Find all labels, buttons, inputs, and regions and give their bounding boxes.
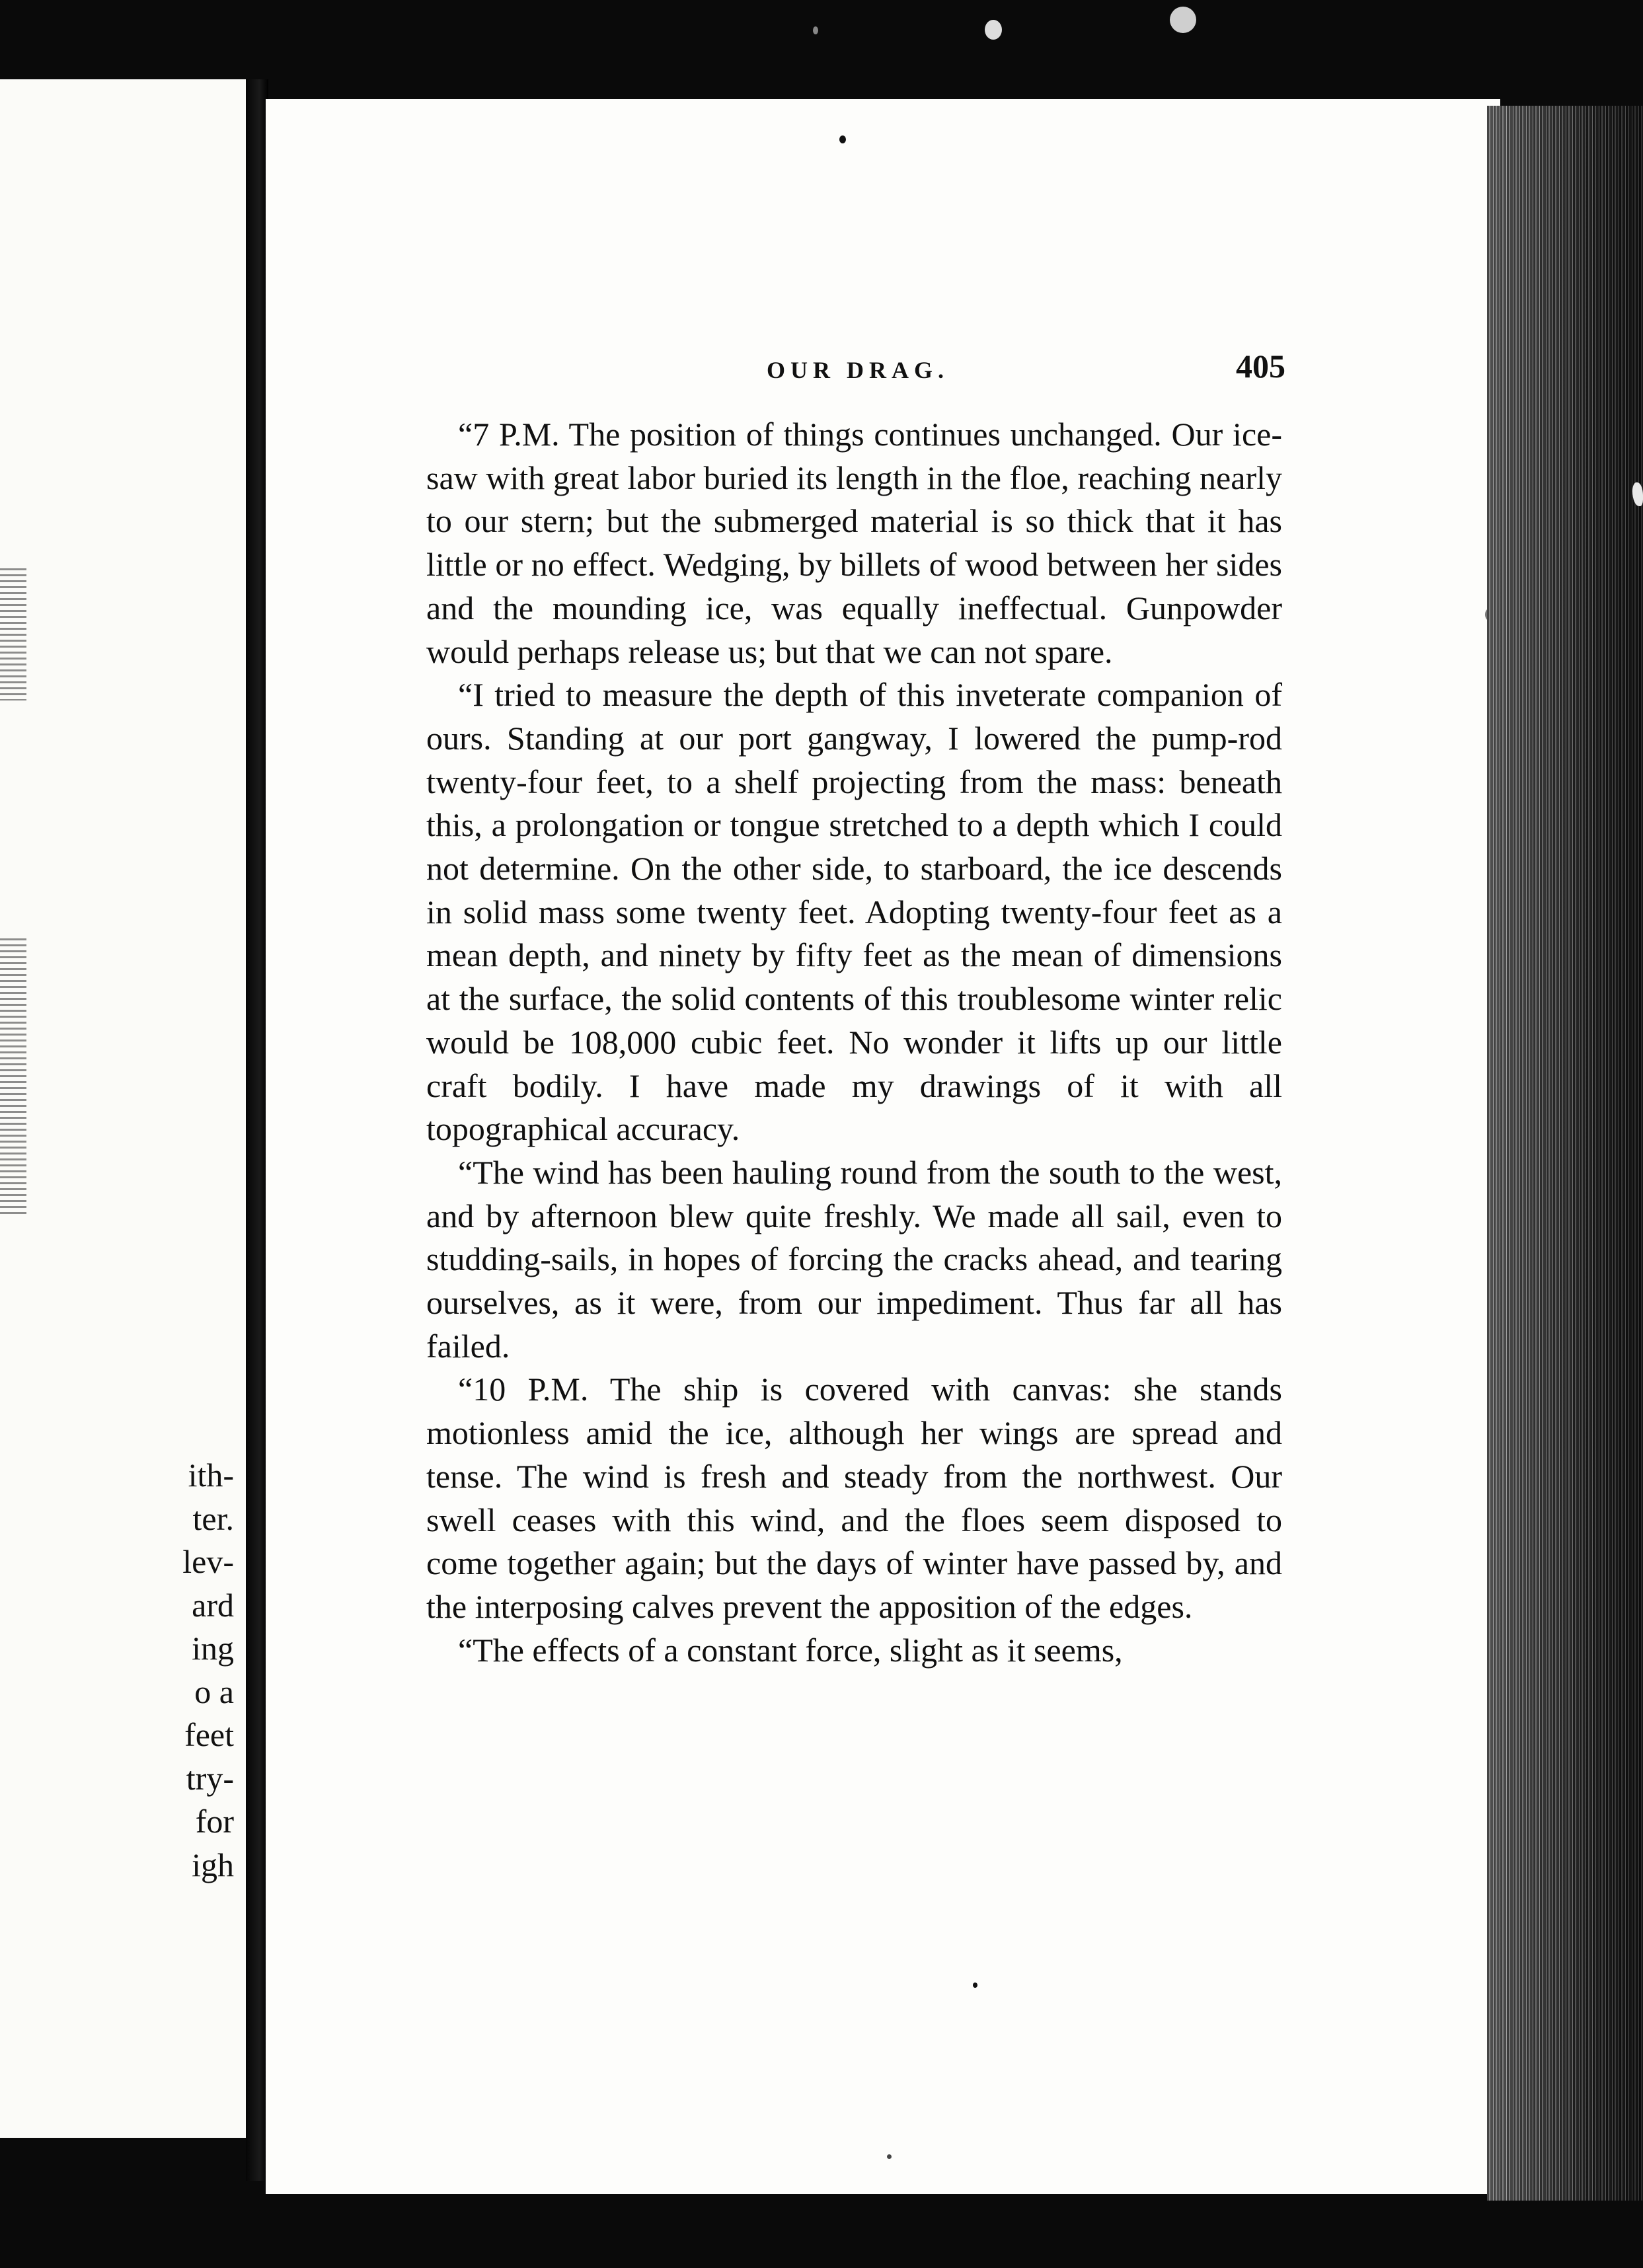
book-gutter — [246, 79, 268, 2181]
page-edges — [1487, 106, 1643, 2201]
left-fragment: lev- — [182, 1543, 234, 1580]
left-fragment: try- — [186, 1759, 234, 1797]
left-page-line-fragments — [182, 1454, 234, 1887]
bleed-through-marks — [0, 938, 26, 1216]
body-text — [426, 413, 1282, 1672]
left-fragment: for — [195, 1803, 234, 1840]
left-fragment: ing — [192, 1630, 234, 1667]
left-fragment: igh — [192, 1846, 234, 1883]
paragraph: “The wind has been hauling round from the south to the west, and by afternoon blew quite freshly. We made all sail, even to studding-sails, in hopes of forcing the cracks ahead, and tearing ourselves, as it were, from our impediment. Thus far all has failed. — [426, 1153, 1282, 1365]
ink-speck — [839, 135, 846, 143]
left-fragment: o a — [194, 1673, 234, 1710]
ink-speck — [973, 1983, 977, 1988]
page-number: 405 — [1236, 348, 1285, 385]
left-fragment: ith- — [188, 1456, 234, 1493]
left-facing-page — [0, 79, 250, 2138]
paragraph: “I tried to measure the depth of this inveterate companion of ours. Standing at our port gangway, I lowered the pump-rod twenty-four feet, to a shelf projecting from the mass: beneath this, a prolongation or tongue stretched to a depth which I could not determine. On the other side, to starboard, the ice descends in solid mass some twenty feet. Adopting twenty-four feet as a mean depth, and ninety by fifty feet as the mean of dimensions at the surface, the solid contents of this troublesome winter relic would be 108,000 cubic feet. No wonder it lifts up our little craft bodily. I have made my drawings of it with all topographical accuracy. — [426, 676, 1282, 1148]
left-fragment: ter. — [192, 1499, 234, 1537]
left-fragment: ard — [192, 1586, 234, 1624]
left-fragment: feet — [184, 1716, 234, 1753]
running-head — [436, 347, 1285, 393]
paragraph: “7 P.M. The position of things continues unchanged. Our ice-saw with great labor buried its length in the floe, reaching nearly to our stern; but the submerged material is so thick that it has little or no effect. Wedging, by billets of wood between her sides and the mounding ice, was equally ineffectual. Gunpowder would perhaps release us; but that we can not spare. — [426, 416, 1282, 670]
scan-speck — [813, 26, 818, 34]
scan-speck — [1170, 7, 1196, 33]
ink-speck — [887, 2154, 892, 2159]
paragraph: “The effects of a constant force, slight as it seems, — [458, 1631, 1123, 1669]
running-title: OUR DRAG. — [767, 357, 949, 383]
bleed-through-marks — [0, 568, 26, 700]
scan-speck — [985, 20, 1002, 40]
paragraph: “10 P.M. The ship is covered with canvas: she stands motionless amid the ice, although her wings are spread and tense. The wind is fresh and steady from the northwest. Our swell ceases with this wind, and the floes seem disposed to come together again; but the days of winter have passed by, and the interposing calves prevent the apposition of the edges. — [426, 1371, 1282, 1625]
